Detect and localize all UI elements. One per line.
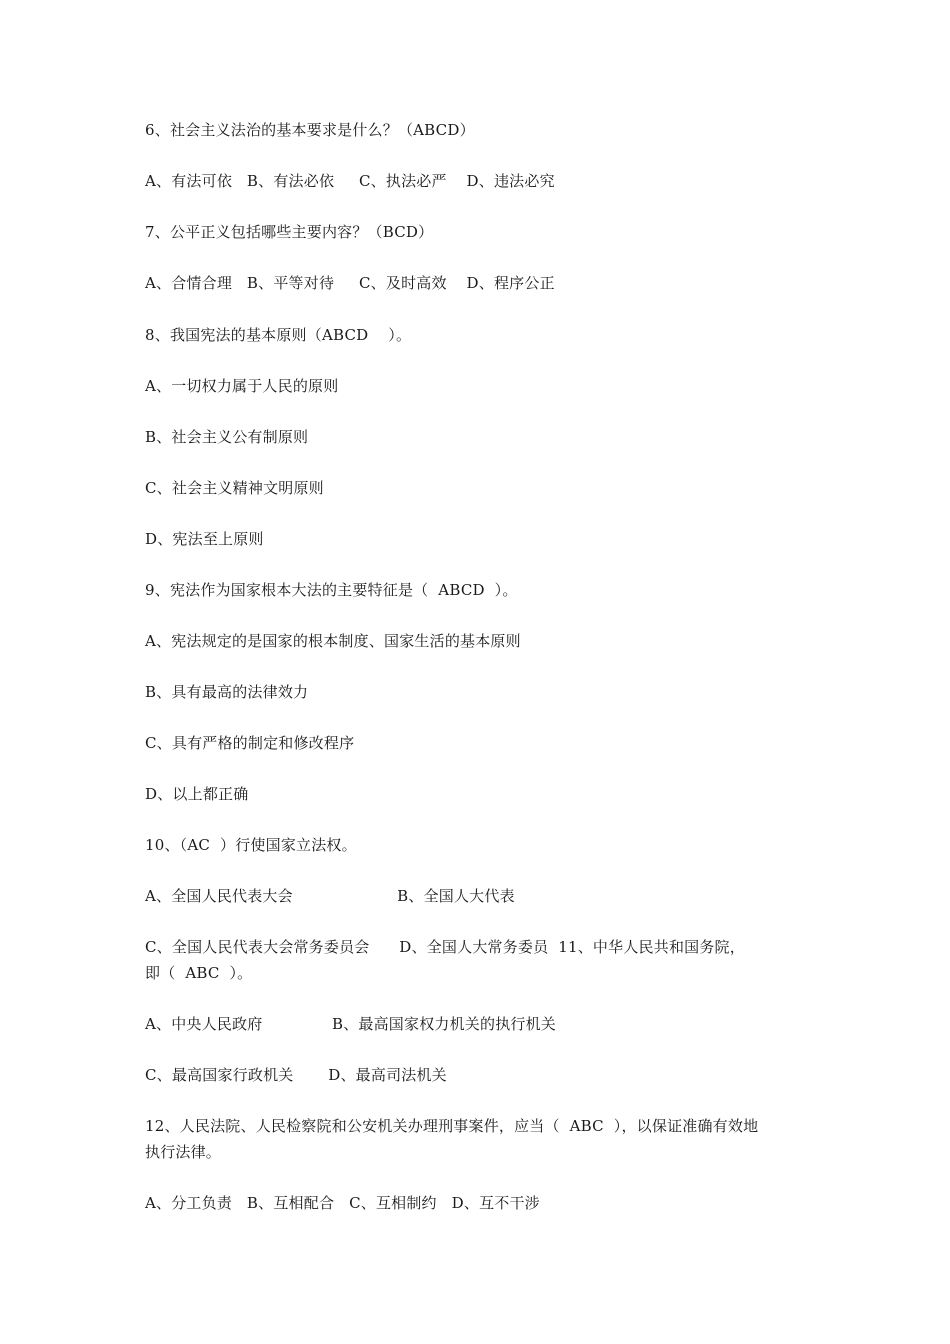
question-11-answer: 即（ ABC ）。: [145, 964, 253, 982]
question-10-options-cd: C、全国人民代表大会常务委员会 D、全国人大常务委员 11、中华人民共和国务院，: [145, 938, 745, 956]
question-7-options: A、合情合理 B、平等对待 C、及时高效 D、程序公正: [145, 274, 555, 292]
question-9-option-d: D、以上都正确: [145, 785, 249, 803]
question-9-option-c: C、具有严格的制定和修改程序: [145, 734, 355, 752]
question-8-option-a: A、一切权力属于人民的原则: [145, 377, 339, 395]
question-9: 9、宪法作为国家根本大法的主要特征是（ ABCD ）。: [145, 581, 518, 599]
question-8-option-d: D、宪法至上原则: [145, 530, 264, 548]
question-9-option-a: A、宪法规定的是国家的根本制度、国家生活的基本原则: [145, 632, 521, 650]
question-8: 8、我国宪法的基本原则（ABCD ）。: [145, 326, 412, 344]
question-10-options-ab: A、全国人民代表大会 B、全国人大代表: [145, 887, 515, 905]
question-8-option-b: B、社会主义公有制原则: [145, 428, 309, 446]
question-6-options: A、有法可依 B、有法必依 C、执法必严 D、违法必究: [145, 172, 555, 190]
question-12: 12、人民法院、人民检察院和公安机关办理刑事案件，应当（ ABC ），以保证准确有效地: [145, 1117, 759, 1135]
question-11-options-ab: A、中央人民政府 B、最高国家权力机关的执行机关: [145, 1015, 557, 1033]
question-10: 10、（AC ）行使国家立法权。: [145, 836, 357, 854]
question-9-option-b: B、具有最高的法律效力: [145, 683, 309, 701]
question-7: 7、公平正义包括哪些主要内容？（BCD）: [145, 223, 434, 241]
question-6: 6、社会主义法治的基本要求是什么？（ABCD）: [145, 121, 475, 139]
question-12-continued: 执行法律。: [145, 1143, 222, 1161]
question-11-options-cd: C、最高国家行政机关 D、最高司法机关: [145, 1066, 447, 1084]
question-8-option-c: C、社会主义精神文明原则: [145, 479, 324, 497]
question-12-options: A、分工负责 B、互相配合 C、互相制约 D、互不干涉: [145, 1194, 540, 1212]
